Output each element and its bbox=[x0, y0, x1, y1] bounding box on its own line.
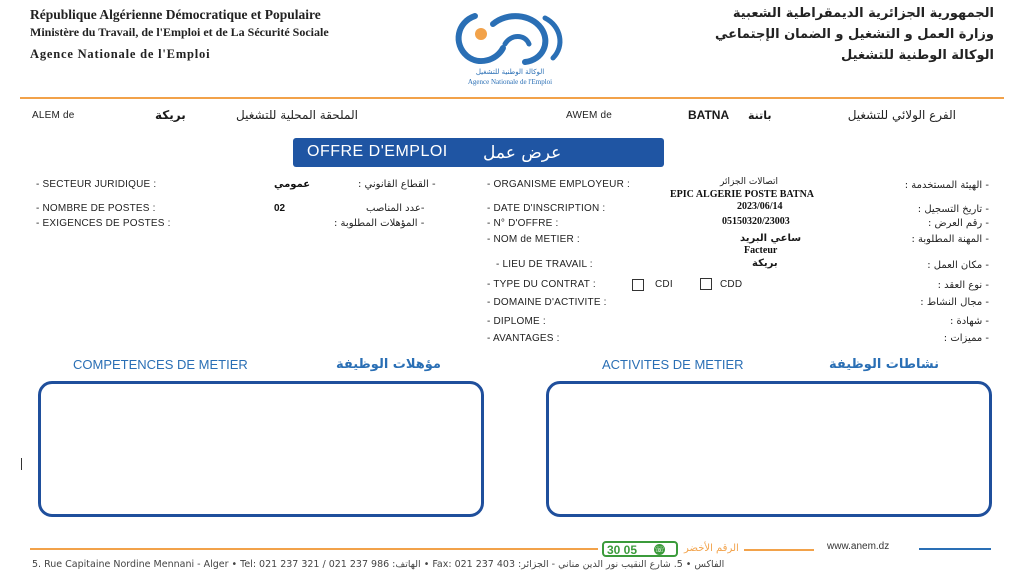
organisme-value-fr: EPIC ALGERIE POSTE BATNA bbox=[670, 189, 815, 200]
avantages-ar: - مميزات : bbox=[943, 333, 989, 344]
metier-value-ar: ساعي البريد bbox=[740, 233, 802, 244]
cdi-label: CDI bbox=[655, 279, 673, 290]
date-ar: - تاريخ التسجيل : bbox=[917, 204, 989, 215]
logo-ar-text: الوكالة الوطنية للتشغيل bbox=[475, 68, 545, 76]
green-number: 30 05 bbox=[607, 543, 638, 557]
logo-fr-text: Agence Nationale de l'Emploi bbox=[467, 78, 553, 86]
exigences-ar: - المؤهلات المطلوبة : bbox=[334, 218, 425, 229]
postes-label: - NOMBRE DE POSTES : bbox=[36, 203, 156, 214]
metier-label: - NOM de METIER : bbox=[487, 234, 580, 245]
organisme-ar: - الهيئة المستخدمة : bbox=[904, 180, 989, 191]
metier-ar: - المهنة المطلوبة : bbox=[911, 234, 989, 245]
postes-value: 02 bbox=[274, 203, 286, 214]
activites-title-ar: نشاطات الوظيفة bbox=[829, 357, 939, 372]
domaine-ar: - مجال النشاط : bbox=[920, 297, 989, 308]
cdi-checkbox[interactable] bbox=[632, 279, 644, 291]
offre-value: 05150320/23003 bbox=[722, 216, 790, 227]
secteur-ar: - القطاع القانوني : bbox=[358, 179, 436, 190]
lieu-value: بريكة bbox=[752, 258, 778, 269]
organisme-value-ar: اتصالات الجزائر bbox=[720, 177, 779, 187]
contrat-label: - TYPE DU CONTRAT : bbox=[487, 279, 596, 290]
offre-label: - N° D'OFFRE : bbox=[487, 218, 559, 229]
footer-line-mid bbox=[744, 549, 814, 551]
postes-ar: -عدد المناصب bbox=[366, 203, 425, 214]
website-link[interactable]: www.anem.dz bbox=[827, 541, 890, 552]
footer-line-right bbox=[919, 548, 991, 550]
exigences-label: - EXIGENCES DE POSTES : bbox=[36, 218, 171, 229]
diplome-label: - DIPLOME : bbox=[487, 316, 546, 327]
date-value: 2023/06/14 bbox=[737, 201, 783, 212]
offre-emploi-banner bbox=[293, 138, 664, 167]
domaine-label: - DOMAINE D'ACTIVITE : bbox=[487, 297, 607, 308]
contrat-ar: - نوع العقد : bbox=[937, 280, 989, 291]
metier-value-fr: Facteur bbox=[744, 245, 778, 256]
logo-emblem-icon bbox=[445, 4, 575, 70]
awem-value-ar: باتنة bbox=[748, 109, 772, 122]
footer-address: 5. Rue Capitaine Nordine Mennani - Alger • Tel: 021 237 321 / 021 237 986 :الهاتف • Fax: 021 237 403 :الفاكس • 5. شارع النقيب نور الدين مناني - الجزائر bbox=[32, 559, 725, 570]
lieu-label: - LIEU DE TRAVAIL : bbox=[496, 259, 593, 270]
organisme-label: - ORGANISME EMPLOYEUR : bbox=[487, 179, 630, 190]
awem-ar-label: الفرع الولائي للتشغيل bbox=[847, 108, 956, 122]
alem-ar-label: الملحقة المحلية للتشغيل bbox=[236, 108, 358, 122]
avantages-label: - AVANTAGES : bbox=[487, 333, 560, 344]
date-label: - DATE D'INSCRIPTION : bbox=[487, 203, 606, 214]
alem-label: ALEM de bbox=[32, 110, 75, 121]
banner-fr: OFFRE D'EMPLOI bbox=[307, 143, 448, 160]
lieu-ar: - مكان العمل : bbox=[927, 260, 989, 271]
header-ar-line2: وزارة العمل و التشغيل و الضمان الإجتماعي bbox=[715, 27, 994, 42]
green-number-badge bbox=[602, 541, 678, 557]
activites-title-fr: ACTIVITES DE METIER bbox=[602, 357, 744, 372]
anem-logo bbox=[445, 4, 575, 90]
diplome-ar: - شهادة : bbox=[949, 316, 989, 327]
header-ar-line3: الوكالة الوطنية للتشغيل bbox=[841, 48, 994, 63]
green-number-label: الرقم الأخضر bbox=[684, 543, 739, 554]
competences-box[interactable] bbox=[38, 381, 484, 517]
awem-value-fr: BATNA bbox=[688, 108, 730, 122]
header-divider bbox=[20, 97, 1004, 99]
alem-value: بريكة bbox=[155, 108, 186, 122]
banner-ar: عرض عمل bbox=[483, 143, 562, 163]
cdd-label: CDD bbox=[720, 279, 743, 290]
competences-title-fr: COMPETENCES DE METIER bbox=[73, 357, 248, 372]
header-fr-line1: République Algérienne Démocratique et Populaire bbox=[30, 7, 321, 22]
header-fr-line3: Agence Nationale de l'Emploi bbox=[30, 47, 211, 61]
text-cursor bbox=[21, 458, 22, 470]
secteur-label: - SECTEUR JURIDIQUE : bbox=[36, 179, 157, 190]
header-ar-line1: الجمهورية الجزائرية الديمقراطية الشعبية bbox=[732, 6, 994, 21]
awem-label: AWEM de bbox=[566, 110, 613, 121]
competences-title-ar: مؤهلات الوظيفة bbox=[336, 357, 441, 372]
phone-icon: ☏ bbox=[654, 545, 665, 554]
offre-ar: - رقم العرض : bbox=[927, 218, 989, 229]
secteur-value: عمومي bbox=[274, 179, 311, 190]
activites-box[interactable] bbox=[546, 381, 992, 517]
cdd-checkbox[interactable] bbox=[700, 278, 712, 290]
header-fr-line2: Ministère du Travail, de l'Emploi et de La Sécurité Sociale bbox=[30, 25, 329, 39]
footer-line-left bbox=[30, 548, 598, 550]
